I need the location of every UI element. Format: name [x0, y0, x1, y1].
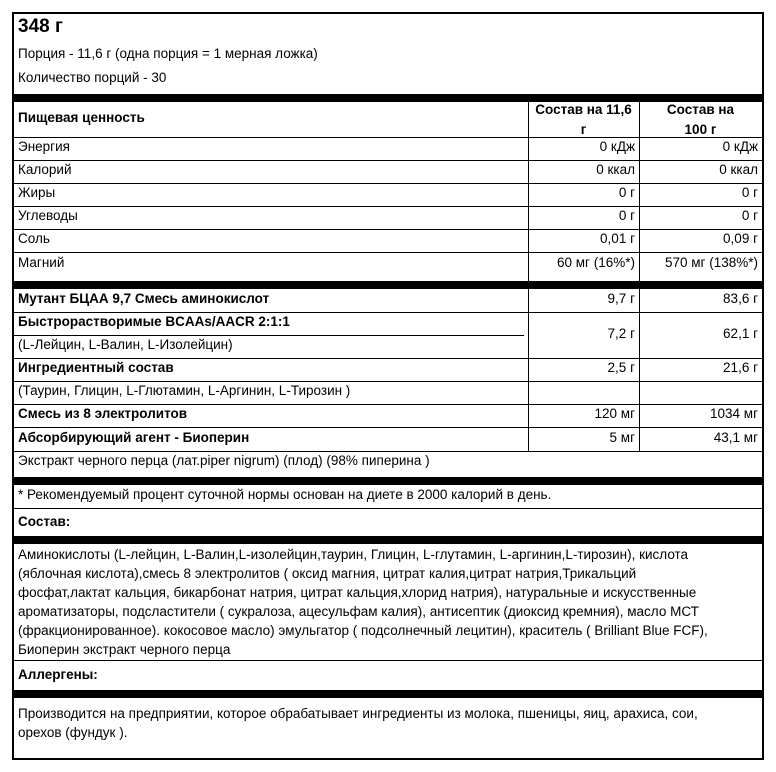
nutrient-value-100g: 0 ккал	[719, 162, 758, 177]
nutrient-value-serving: 60 мг (16%*)	[557, 255, 635, 270]
nutrient-value-100g: 0 кДж	[722, 139, 758, 154]
allergens-line: орехов (фундук ).	[18, 725, 128, 740]
column-header-serving-line2: г	[580, 122, 587, 137]
allergens-title: Аллергены:	[18, 667, 98, 682]
serving-size: Порция - 11,6 г (одна порция = 1 мерная ложка)	[18, 46, 318, 61]
ingredients-line: (фракционированное). кокосовое масло) эмульгатор ( подсолнечный лецитин), краситель ( Brilliant Blue FCF),	[18, 623, 708, 638]
thick-divider	[14, 690, 762, 698]
composition-bioperine-name: Абсорбирующий агент - Биоперин	[18, 430, 250, 445]
ingredients-line: фосфат,лактат кальция, бикарбонат натрия, цитрат кальция,хлорид натрия), натуральные и искусственные	[18, 585, 697, 600]
nutrient-value-serving: 0 ккал	[596, 162, 635, 177]
nutrient-value-serving: 0 г	[618, 208, 635, 223]
product-weight: 348 г	[18, 16, 63, 37]
allergens-line: Производится на предприятии, которое обрабатывает ингредиенты из молока, пшеницы, яиц, арахиса, сои,	[18, 706, 698, 721]
ingredients-text	[18, 545, 708, 659]
ingredients-line: ароматизаторы, подсластители ( сукралоза, ацесульфам калия), антисептик (диоксид кремния), масло МСТ	[18, 604, 699, 619]
nutrient-name: Калорий	[18, 162, 72, 177]
column-header-100g	[639, 100, 762, 140]
composition-electrolytes-serving: 120 мг	[594, 406, 635, 421]
composition-ingredient-100g: 21,6 г	[723, 360, 758, 375]
column-header-100g-line1: Состав на	[666, 102, 735, 117]
nutrient-name: Энергия	[18, 139, 70, 154]
composition-bcaa-name: Быстрорастворимые BCAAs/AACR 2:1:1	[18, 314, 290, 329]
thick-divider	[14, 536, 762, 544]
nutrient-value-100g: 0 г	[741, 185, 758, 200]
composition-mutant-100g: 83,6 г	[723, 291, 758, 306]
ingredients-line: Аминокислоты (L-лейцин, L-Валин,L-изолейцин,таурин, Глицин, L-глутамин, L-аргинин,L-тирозин), кислота	[18, 547, 689, 562]
composition-mutant-name: Мутант БЦАА 9,7 Смесь аминокислот	[18, 291, 270, 306]
composition-ingredient-serving: 2,5 г	[607, 360, 635, 375]
thick-divider	[14, 477, 762, 485]
column-header-serving	[528, 100, 639, 140]
nutrient-name: Магний	[18, 255, 65, 270]
nutrient-name: Углеводы	[18, 208, 78, 223]
composition-ingredient-name: Ингредиентный состав	[18, 360, 174, 375]
allergens-text	[18, 704, 698, 742]
column-header-100g-line2: 100 г	[684, 122, 717, 137]
daily-value-footnote: * Рекомендуемый процент суточной нормы основан на диете в 2000 калорий в день.	[18, 487, 552, 502]
composition-mutant-serving: 9,7 г	[607, 291, 635, 306]
nutrient-name: Жиры	[18, 185, 56, 200]
row-divider	[14, 508, 762, 509]
composition-bioperine-100g: 43,1 мг	[713, 430, 758, 445]
ingredients-title: Состав:	[18, 514, 71, 529]
nutrient-value-100g: 0,09 г	[723, 231, 758, 246]
nutrient-value-serving: 0,01 г	[600, 231, 635, 246]
thick-divider	[14, 281, 762, 289]
servings-count: Количество порций - 30	[18, 70, 167, 85]
pepper-extract: Экстракт черного перца (лат.piper nigrum) (плод) (98% пиперина )	[18, 453, 430, 468]
nutrient-value-serving: 0 г	[618, 185, 635, 200]
composition-bcaa-sub: (L-Лейцин, L-Валин, L-Изолейцин)	[18, 337, 233, 352]
nutrition-title: Пищевая ценность	[18, 110, 145, 125]
nutrient-value-100g: 0 г	[741, 208, 758, 223]
ingredients-line: Биоперин экстракт черного перца	[18, 642, 231, 657]
nutrient-value-serving: 0 кДж	[599, 139, 635, 154]
ingredients-line: (яблочная кислота),смесь 8 электролитов ( оксид магния, цитрат калия,цитрат натрия,Трикальций	[18, 566, 637, 581]
composition-ingredient-sub: (Таурин, Глицин, L-Глютамин, L-Аргинин, L-Тирозин )	[18, 383, 351, 398]
nutrition-label	[12, 12, 764, 760]
row-divider	[14, 660, 762, 661]
composition-bioperine-serving: 5 мг	[609, 430, 635, 445]
composition-bcaa-serving: 7,2 г	[607, 326, 635, 341]
nutrient-value-100g: 570 мг (138%*)	[664, 255, 758, 270]
composition-bcaa-100g: 62,1 г	[723, 326, 758, 341]
nutrient-name: Соль	[18, 231, 50, 246]
composition-electrolytes-name: Смесь из 8 электролитов	[18, 406, 188, 421]
column-header-serving-line1: Состав на 11,6	[535, 102, 632, 117]
composition-electrolytes-100g: 1034 мг	[710, 406, 758, 421]
